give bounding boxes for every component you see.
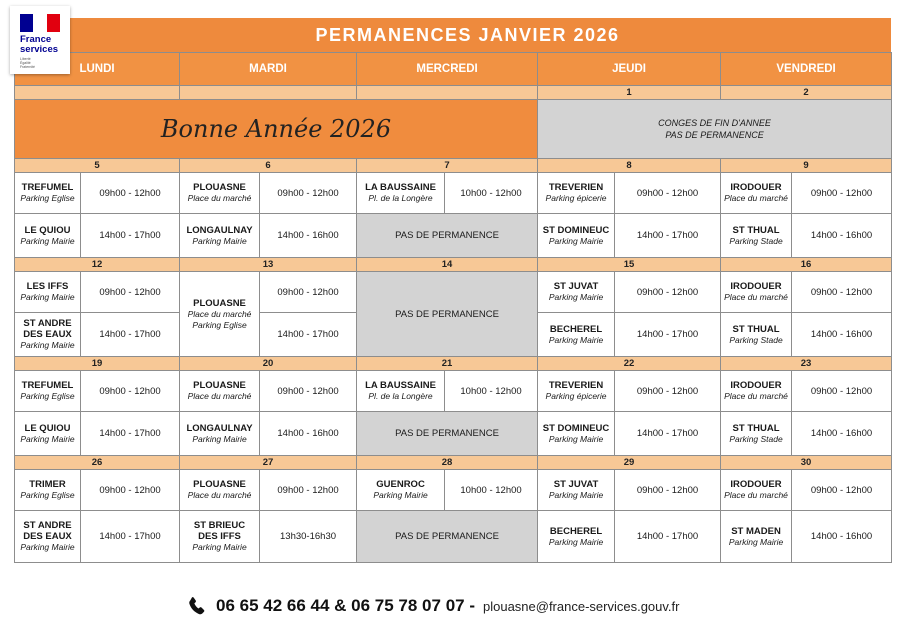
day-header-mercredi: MERCREDI bbox=[357, 53, 538, 86]
date-cell: 1 bbox=[538, 86, 721, 100]
time-cell: 10h00 - 12h00 bbox=[445, 173, 538, 214]
location-cell bbox=[538, 313, 615, 357]
date-cell: 20 bbox=[180, 357, 357, 371]
time-cell: 09h00 - 12h00 bbox=[792, 371, 892, 412]
location-name: ST THUAL bbox=[732, 422, 780, 434]
location-name: PLOUASNE bbox=[193, 479, 246, 490]
location-place: Place du marché bbox=[187, 490, 252, 500]
location-cell bbox=[15, 470, 81, 511]
location-cell bbox=[721, 272, 792, 313]
location-place: Parking Mairie bbox=[192, 235, 247, 246]
location-place: Parking Mairie bbox=[548, 292, 604, 302]
page-title-bar bbox=[14, 18, 891, 52]
date-cell: 23 bbox=[721, 357, 892, 371]
time-cell: 14h00 - 17h00 bbox=[81, 412, 180, 456]
day-header-mardi: MARDI bbox=[180, 53, 357, 86]
location-name: DES EAUX bbox=[23, 531, 72, 542]
time-cell: 09h00 - 12h00 bbox=[615, 272, 721, 313]
location-cell bbox=[15, 371, 81, 412]
date-row bbox=[15, 456, 892, 470]
location-cell bbox=[538, 173, 615, 214]
location-place: Parking Mairie bbox=[20, 340, 75, 350]
date-cell: 13 bbox=[180, 258, 357, 272]
time-cell: 13h30-16h30 bbox=[260, 511, 357, 563]
morning-row bbox=[15, 371, 892, 412]
location-place: Place du marché bbox=[724, 193, 788, 203]
location-cell bbox=[721, 313, 792, 357]
location-cell bbox=[721, 173, 792, 214]
location-cell bbox=[721, 371, 792, 412]
location-cell bbox=[15, 173, 81, 214]
afternoon-row bbox=[15, 214, 892, 258]
afternoon-row bbox=[15, 511, 892, 563]
time-cell: 09h00 - 12h00 bbox=[615, 173, 721, 214]
france-services-logo bbox=[10, 6, 70, 74]
location-place: Parking Mairie bbox=[373, 490, 428, 500]
date-cell bbox=[15, 86, 180, 100]
location-place: Place du marché bbox=[724, 490, 788, 500]
location-name: ST ANDRE bbox=[23, 318, 72, 329]
location-place: Parking Stade bbox=[729, 235, 783, 246]
time-cell: 14h00 - 17h00 bbox=[615, 214, 721, 258]
location-cell bbox=[357, 371, 445, 412]
location-name: LE QUIOU bbox=[24, 422, 71, 434]
location-cell bbox=[538, 412, 615, 456]
location-place: Parking épicerie bbox=[545, 391, 607, 401]
time-cell: 14h00 - 16h00 bbox=[260, 412, 357, 456]
location-cell bbox=[538, 214, 615, 258]
location-name: ST JUVAT bbox=[553, 281, 599, 292]
location-place: Parking Mairie bbox=[548, 490, 604, 500]
location-place: Place du marché bbox=[724, 391, 788, 401]
afternoon-row bbox=[15, 412, 892, 456]
location-name: ST DOMINEUC bbox=[542, 224, 610, 236]
bonne-annee-banner: Bonne Année 2026 bbox=[15, 100, 538, 159]
location-cell bbox=[538, 371, 615, 412]
date-cell bbox=[180, 86, 357, 100]
time-cell: 09h00 - 12h00 bbox=[81, 470, 180, 511]
location-name: TREFUMEL bbox=[21, 182, 74, 193]
time-cell: 14h00 - 16h00 bbox=[792, 511, 892, 563]
date-cell: 5 bbox=[15, 159, 180, 173]
location-name: LES IFFS bbox=[26, 281, 69, 292]
date-cell: 6 bbox=[180, 159, 357, 173]
location-name: ST BRIEUC bbox=[193, 520, 246, 531]
location-cell bbox=[180, 511, 260, 563]
phone-numbers: 06 65 42 66 44 & 06 75 78 07 07 - bbox=[216, 596, 475, 615]
location-place: Place du marché bbox=[724, 292, 788, 302]
time-cell: 10h00 - 12h00 bbox=[445, 371, 538, 412]
location-cell bbox=[357, 470, 445, 511]
time-cell: 09h00 - 12h00 bbox=[615, 371, 721, 412]
time-cell: 14h00 - 17h00 bbox=[260, 313, 357, 357]
date-cell: 26 bbox=[15, 456, 180, 470]
location-place: Parking Stade bbox=[729, 433, 783, 444]
location-place: Parking Mairie bbox=[548, 536, 604, 547]
weekday-header-row bbox=[15, 53, 892, 86]
location-name: TREFUMEL bbox=[21, 380, 74, 391]
page-title: PERMANENCES JANVIER 2026 bbox=[315, 24, 620, 45]
date-cell: 9 bbox=[721, 159, 892, 173]
logo-motto: Liberté Égalité Fraternité bbox=[20, 57, 35, 69]
location-place: Parking Mairie bbox=[548, 433, 604, 444]
location-place: Parking Eglise bbox=[192, 319, 247, 330]
phone-icon bbox=[186, 594, 208, 618]
location-name: ST DOMINEUC bbox=[542, 422, 610, 434]
location-name: DES IFFS bbox=[198, 531, 241, 542]
location-name: ST JUVAT bbox=[553, 479, 599, 490]
time-cell: 09h00 - 12h00 bbox=[792, 173, 892, 214]
logo-flag bbox=[20, 14, 60, 32]
location-place: Parking Eglise bbox=[20, 193, 75, 203]
location-cell bbox=[721, 470, 792, 511]
location-place: Place du marché bbox=[187, 308, 252, 319]
day-header-jeudi: JEUDI bbox=[538, 53, 721, 86]
location-cell bbox=[180, 173, 260, 214]
time-cell: 14h00 - 16h00 bbox=[260, 214, 357, 258]
location-cell bbox=[180, 272, 260, 357]
time-cell: 09h00 - 12h00 bbox=[81, 371, 180, 412]
no-permanence-cell: PAS DE PERMANENCE bbox=[357, 511, 538, 563]
time-cell: 09h00 - 12h00 bbox=[260, 272, 357, 313]
location-place: Parking Mairie bbox=[548, 235, 604, 246]
location-place: Parking Mairie bbox=[192, 433, 247, 444]
location-name: PLOUASNE bbox=[193, 297, 246, 309]
date-row bbox=[15, 159, 892, 173]
date-cell: 14 bbox=[357, 258, 538, 272]
morning-row bbox=[15, 272, 892, 313]
location-name: PLOUASNE bbox=[193, 380, 246, 391]
contact-footer bbox=[186, 592, 679, 620]
location-cell bbox=[15, 272, 81, 313]
date-cell bbox=[357, 86, 538, 100]
location-name: DES EAUX bbox=[23, 329, 72, 340]
location-cell bbox=[180, 412, 260, 456]
location-cell bbox=[721, 412, 792, 456]
location-name: LONGAULNAY bbox=[186, 224, 253, 236]
location-place: Parking Eglise bbox=[20, 490, 75, 500]
location-cell bbox=[538, 470, 615, 511]
day-header-vendredi: VENDREDI bbox=[721, 53, 892, 86]
location-name: LA BAUSSAINE bbox=[365, 182, 436, 193]
date-cell: 28 bbox=[357, 456, 538, 470]
date-row bbox=[15, 86, 892, 100]
time-cell: 14h00 - 17h00 bbox=[81, 214, 180, 258]
location-cell bbox=[180, 214, 260, 258]
location-cell bbox=[15, 412, 81, 456]
date-row bbox=[15, 357, 892, 371]
location-place: Parking Mairie bbox=[192, 542, 247, 552]
location-name: ST THUAL bbox=[732, 323, 780, 335]
time-cell: 14h00 - 17h00 bbox=[615, 511, 721, 563]
location-place: Parking Eglise bbox=[20, 391, 75, 401]
location-place: Parking Mairie bbox=[20, 292, 75, 302]
location-cell bbox=[15, 313, 81, 357]
location-cell bbox=[15, 511, 81, 563]
location-place: Parking épicerie bbox=[545, 193, 607, 203]
date-cell: 19 bbox=[15, 357, 180, 371]
location-name: IRODOUER bbox=[730, 479, 782, 490]
location-name: IRODOUER bbox=[730, 281, 782, 292]
location-name: LONGAULNAY bbox=[186, 422, 253, 434]
time-cell: 14h00 - 16h00 bbox=[792, 412, 892, 456]
location-name: LA BAUSSAINE bbox=[365, 380, 436, 391]
location-place: Parking Mairie bbox=[20, 235, 75, 246]
date-cell: 21 bbox=[357, 357, 538, 371]
time-cell: 14h00 - 17h00 bbox=[81, 313, 180, 357]
date-cell: 27 bbox=[180, 456, 357, 470]
date-cell: 7 bbox=[357, 159, 538, 173]
location-name: TREVERIEN bbox=[548, 380, 604, 391]
location-name: TRIMER bbox=[29, 479, 66, 490]
morning-row bbox=[15, 173, 892, 214]
location-place: Pl. de la Longère bbox=[368, 391, 433, 401]
time-cell: 09h00 - 12h00 bbox=[260, 470, 357, 511]
location-cell bbox=[15, 214, 81, 258]
date-row bbox=[15, 258, 892, 272]
location-cell bbox=[180, 371, 260, 412]
location-cell bbox=[721, 214, 792, 258]
location-name: TREVERIEN bbox=[548, 182, 604, 193]
conges-line1: CONGES DE FIN D'ANNEE bbox=[658, 118, 771, 128]
location-name: PLOUASNE bbox=[193, 182, 246, 193]
location-name: IRODOUER bbox=[730, 182, 782, 193]
location-place: Place du marché bbox=[187, 193, 252, 203]
location-place: Parking Mairie bbox=[728, 536, 784, 547]
location-place: Pl. de la Longère bbox=[368, 193, 433, 203]
location-name: BECHEREL bbox=[549, 525, 603, 537]
location-name: LE QUIOU bbox=[24, 224, 71, 236]
date-cell: 2 bbox=[721, 86, 892, 100]
location-place: Parking Mairie bbox=[548, 334, 604, 345]
day-header-lundi: LUNDI bbox=[15, 53, 180, 86]
week-row bbox=[15, 100, 892, 159]
date-cell: 30 bbox=[721, 456, 892, 470]
location-name: GUENROC bbox=[376, 479, 425, 490]
location-place: Parking Stade bbox=[729, 334, 783, 345]
time-cell: 09h00 - 12h00 bbox=[81, 272, 180, 313]
date-cell: 15 bbox=[538, 258, 721, 272]
location-name: ST THUAL bbox=[732, 224, 780, 236]
time-cell: 09h00 - 12h00 bbox=[792, 272, 892, 313]
time-cell: 09h00 - 12h00 bbox=[81, 173, 180, 214]
time-cell: 09h00 - 12h00 bbox=[792, 470, 892, 511]
conges-cell bbox=[538, 100, 892, 159]
date-cell: 12 bbox=[15, 258, 180, 272]
time-cell: 10h00 - 12h00 bbox=[445, 470, 538, 511]
location-cell bbox=[357, 173, 445, 214]
morning-row bbox=[15, 470, 892, 511]
location-name: IRODOUER bbox=[730, 380, 782, 391]
conges-line2: PAS DE PERMANENCE bbox=[665, 130, 764, 140]
logo-line1: France bbox=[20, 34, 52, 45]
no-permanence-cell: PAS DE PERMANENCE bbox=[357, 412, 538, 456]
location-name: ST ANDRE bbox=[23, 520, 72, 531]
location-cell bbox=[180, 470, 260, 511]
date-cell: 29 bbox=[538, 456, 721, 470]
location-cell bbox=[538, 511, 615, 563]
location-place: Parking Mairie bbox=[20, 542, 75, 552]
location-name: ST MADEN bbox=[731, 525, 781, 537]
location-place: Place du marché bbox=[187, 391, 252, 401]
email-address[interactable]: plouasne@france-services.gouv.fr bbox=[482, 598, 680, 614]
location-place: Parking Mairie bbox=[20, 433, 75, 444]
time-cell: 09h00 - 12h00 bbox=[260, 173, 357, 214]
time-cell: 14h00 - 17h00 bbox=[615, 412, 721, 456]
date-cell: 16 bbox=[721, 258, 892, 272]
logo-line2: services bbox=[20, 44, 59, 55]
location-cell bbox=[538, 272, 615, 313]
no-permanence-cell: PAS DE PERMANENCE bbox=[357, 272, 538, 357]
time-cell: 14h00 - 17h00 bbox=[615, 313, 721, 357]
no-permanence-cell: PAS DE PERMANENCE bbox=[357, 214, 538, 258]
time-cell: 09h00 - 12h00 bbox=[615, 470, 721, 511]
time-cell: 14h00 - 16h00 bbox=[792, 313, 892, 357]
date-cell: 8 bbox=[538, 159, 721, 173]
location-cell bbox=[721, 511, 792, 563]
date-cell: 22 bbox=[538, 357, 721, 371]
time-cell: 14h00 - 17h00 bbox=[81, 511, 180, 563]
time-cell: 09h00 - 12h00 bbox=[260, 371, 357, 412]
calendar-table bbox=[14, 52, 892, 563]
location-name: BECHEREL bbox=[549, 323, 603, 335]
time-cell: 14h00 - 16h00 bbox=[792, 214, 892, 258]
